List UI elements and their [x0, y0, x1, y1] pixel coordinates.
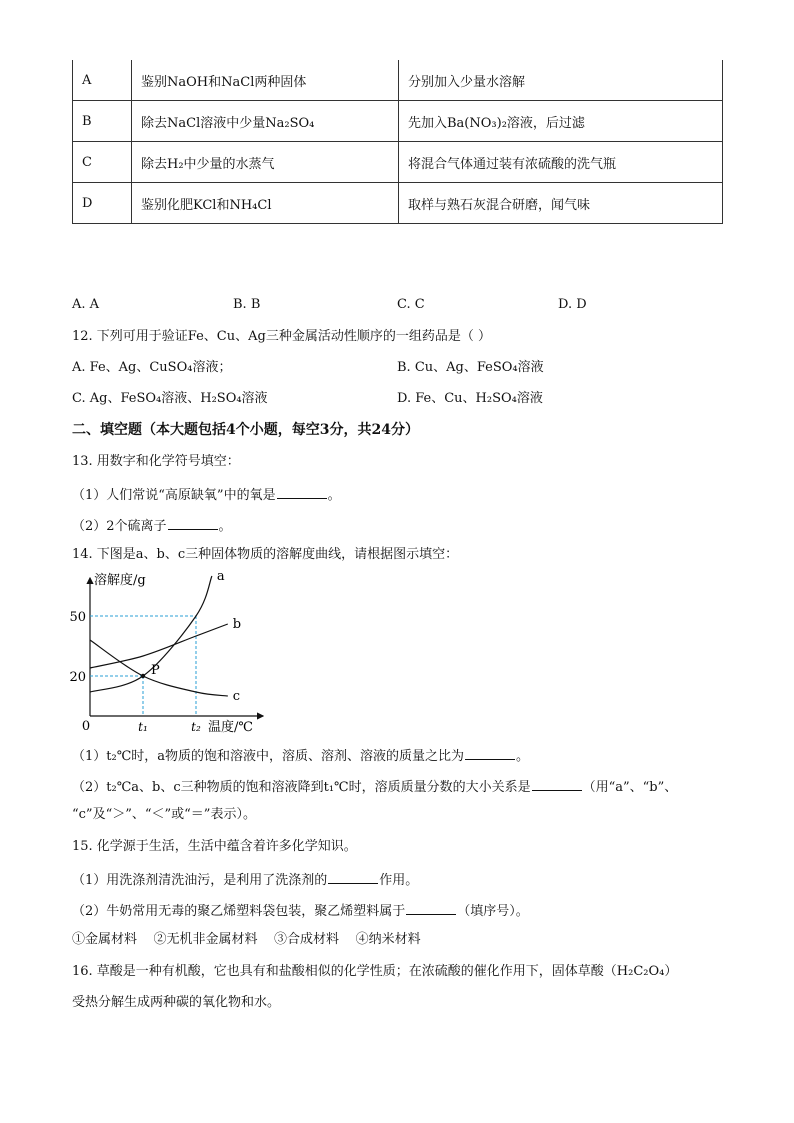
row-method: 分别加入少量水溶解 [399, 60, 723, 101]
q14-part2-cont: “c”及“＞”、“＜”或“＝”表示）。 [72, 807, 256, 822]
q14-stem: 14. 下图是a、b、c三种固体物质的溶解度曲线，请根据图示填空： [72, 547, 459, 562]
point-label: P [151, 663, 160, 678]
q13-part1-end: 。 [327, 488, 341, 503]
q15-part1-end: 作用。 [379, 873, 419, 888]
row-label: B [73, 101, 132, 142]
q13-part2-text: （2）2个硫离子 [72, 519, 167, 534]
row-purpose: 鉴别化肥KCl和NH₄Cl [132, 183, 399, 224]
x-axis-label: 温度/℃ [208, 720, 253, 735]
answer-blank[interactable] [406, 902, 456, 915]
row-purpose: 除去NaCl溶液中少量Na₂SO₄ [132, 101, 399, 142]
q14-part2-text: （2）t₂℃a、b、c三种物质的饱和溶液降到t₁℃时，溶质质量分数的大小关系是 [72, 780, 531, 795]
q14-part1-end: 。 [516, 749, 530, 764]
q12-choice-c[interactable]: C. Ag、FeSO₄溶液、H₂SO₄溶液 [72, 391, 268, 406]
choice-a[interactable]: A. A [72, 297, 100, 312]
answer-blank[interactable] [168, 517, 218, 530]
q15-part2 [72, 902, 529, 918]
answer-blank[interactable] [277, 486, 327, 499]
table-row [73, 142, 723, 183]
curve-label-a: a [216, 570, 225, 584]
x-tick-label: t₁ [138, 720, 148, 734]
row-method: 将混合气体通过装有浓硫酸的洗气瓶 [399, 142, 723, 183]
row-purpose: 鉴别NaOH和NaCl两种固体 [132, 60, 399, 101]
options-table [72, 60, 723, 224]
answer-blank[interactable] [328, 871, 378, 884]
q13-part1 [72, 486, 341, 502]
q12-stem: 12. 下列可用于验证Fe、Cu、Ag三种金属活动性顺序的一组药品是（ ） [72, 329, 491, 344]
row-label: C [73, 142, 132, 183]
q14-part2-end: （用“a”、“b”、 [582, 780, 678, 795]
origin-label: 0 [81, 719, 91, 734]
row-label: D [73, 183, 132, 224]
choice-d[interactable]: D. D [558, 297, 587, 312]
q13-part2-end: 。 [218, 519, 232, 534]
y-tick-label: 20 [69, 670, 86, 685]
choice-b[interactable]: B. B [233, 297, 261, 312]
q13-stem: 13. 用数字和化学符号填空： [72, 454, 240, 469]
q14-part1-text: （1）t₂℃时，a物质的饱和溶液中，溶质、溶剂、溶液的质量之比为 [72, 749, 464, 764]
q15-part1 [72, 871, 418, 887]
row-method: 取样与熟石灰混合研磨，闻气味 [399, 183, 723, 224]
q15-stem: 15. 化学源于生活，生活中蕴含着许多化学知识。 [72, 839, 357, 854]
q12-choice-a[interactable]: A. Fe、Ag、CuSO₄溶液； [72, 360, 232, 375]
q13-part2 [72, 517, 232, 533]
row-label: A [73, 60, 132, 101]
y-axis-label: 溶解度/g [94, 573, 146, 588]
table-row [73, 60, 723, 101]
table-row [73, 183, 723, 224]
curve-label-c: c [232, 689, 241, 704]
x-tick-label: t₂ [191, 720, 201, 734]
q12-choice-d[interactable]: D. Fe、Cu、H₂SO₄溶液 [397, 391, 543, 406]
curve-label-b: b [232, 617, 242, 632]
answer-blank[interactable] [465, 747, 515, 760]
solubility-chart [68, 570, 268, 738]
q15-options: ①金属材料 ②无机非金属材料 ③合成材料 ④纳米材料 [72, 932, 421, 947]
q14-part2 [72, 778, 677, 794]
q12-choice-b[interactable]: B. Cu、Ag、FeSO₄溶液 [397, 360, 544, 375]
q14-part1 [72, 747, 529, 763]
section-title: 二、填空题（本大题包括4个小题，每空3分，共24分） [72, 422, 419, 438]
q15-part2-text: （2）牛奶常用无毒的聚乙烯塑料袋包装，聚乙烯塑料属于 [72, 904, 406, 919]
intersection-point [141, 674, 145, 678]
answer-blank[interactable] [532, 778, 582, 791]
y-tick-label: 50 [69, 610, 86, 625]
choice-c[interactable]: C. C [397, 297, 425, 312]
row-purpose: 除去H₂中少量的水蒸气 [132, 142, 399, 183]
q13-part1-text: （1）人们常说“高原缺氧”中的氧是 [72, 488, 276, 503]
row-method: 先加入Ba(NO₃)₂溶液，后过滤 [399, 101, 723, 142]
q15-part1-text: （1）用洗涤剂清洗油污，是利用了洗涤剂的 [72, 873, 328, 888]
table-row [73, 101, 723, 142]
q15-part2-end: （填序号）。 [457, 904, 529, 919]
q16-line2: 受热分解生成两种碳的氧化物和水。 [72, 995, 281, 1010]
q16-line1: 16. 草酸是一种有机酸，它也具有和盐酸相似的化学性质；在浓硫酸的催化作用下，固体草酸（H₂C₂O₄） [72, 964, 678, 979]
